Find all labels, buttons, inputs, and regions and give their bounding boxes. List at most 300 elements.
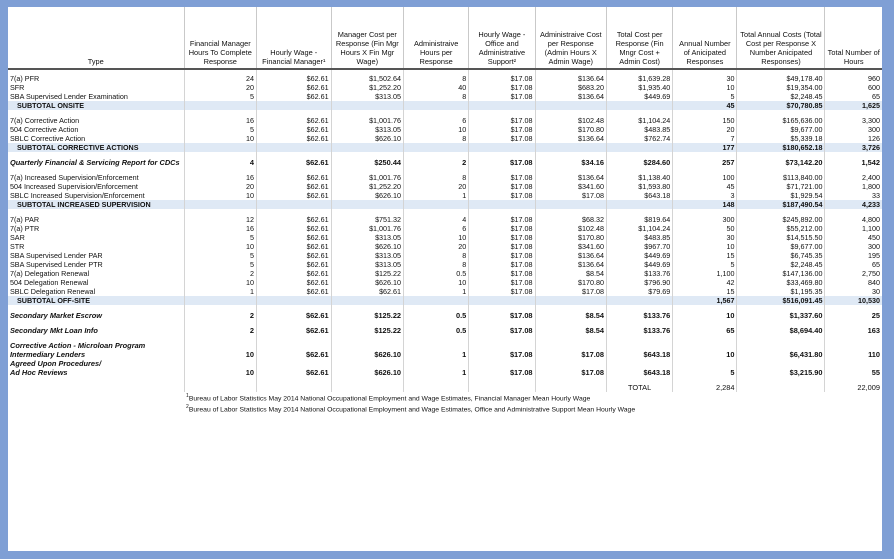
table-row [8, 242, 882, 251]
row-label-cell: Quarterly Financial & Servicing Report for CDCs [8, 158, 184, 167]
row-label-cell: SBLC Corrective Action [8, 134, 184, 143]
value-cell: 12 [184, 215, 256, 224]
value-cell [825, 359, 882, 368]
row-label-cell: Ad Hoc Reviews [8, 368, 184, 377]
value-cell: $8.54 [535, 326, 606, 335]
value-cell: $17.08 [469, 242, 535, 251]
value-cell [535, 101, 606, 110]
row-label-cell: SUBTOTAL CORRECTIVE ACTIONS [8, 143, 184, 152]
value-cell: 300 [673, 215, 737, 224]
value-cell: $1,252.20 [331, 83, 403, 92]
table-body [8, 69, 882, 392]
table-row [8, 173, 882, 182]
value-cell: $8,694.40 [737, 326, 825, 335]
value-cell: 2 [184, 326, 256, 335]
value-cell: 8 [404, 260, 469, 269]
subtotal-row [8, 143, 882, 152]
value-cell: 10 [184, 191, 256, 200]
value-cell: 177 [673, 143, 737, 152]
value-cell [825, 341, 882, 350]
value-cell [469, 101, 535, 110]
col-header-admin-wage: Hourly Wage - Office and Administrative Support² [469, 7, 535, 69]
value-cell [535, 143, 606, 152]
value-cell: 16 [184, 173, 256, 182]
row-label-cell: SUBTOTAL INCREASED SUPERVISION [8, 200, 184, 209]
value-cell: $113,840.00 [737, 173, 825, 182]
value-cell: $136.64 [535, 74, 606, 83]
value-cell: $62.61 [331, 287, 403, 296]
value-cell: 22,009 [857, 383, 880, 392]
table-row [8, 311, 882, 320]
value-cell: 42 [673, 278, 737, 287]
value-cell: $62.61 [257, 311, 332, 320]
value-cell: 1,542 [861, 158, 880, 167]
col-header-total-annual-costs: Total Annual Costs (Total Cost per Response X Number Anicipated Responses) [737, 7, 825, 69]
row-label-cell: SAR [8, 233, 184, 242]
value-cell: 4,800 [862, 215, 880, 224]
value-cell: $762.74 [606, 134, 672, 143]
value-cell [331, 143, 403, 152]
value-cell: 3 [673, 191, 737, 200]
value-cell: $125.22 [331, 326, 403, 335]
value-cell: 148 [673, 200, 737, 209]
value-cell [184, 143, 256, 152]
value-cell: $1,502.64 [331, 74, 403, 83]
value-cell: 126 [868, 134, 880, 143]
value-cell: $1,195.35 [737, 287, 825, 296]
value-cell: TOTAL [606, 383, 672, 392]
value-cell: 10 [184, 134, 256, 143]
value-cell: $62.61 [257, 326, 332, 335]
table-row [8, 350, 882, 359]
value-cell [257, 359, 332, 368]
value-cell: $643.18 [606, 191, 672, 200]
value-cell: $17.08 [469, 191, 535, 200]
value-cell: 20 [404, 182, 469, 191]
row-label-cell: SBA Supervised Lender PTR [8, 260, 184, 269]
value-cell: 10 [673, 311, 737, 320]
value-cell: $170.80 [535, 125, 606, 134]
value-cell: 600 [868, 83, 880, 92]
value-cell: $449.69 [606, 251, 672, 260]
value-cell: 20 [404, 242, 469, 251]
value-cell: 8 [404, 173, 469, 182]
value-cell: 15 [673, 251, 737, 260]
value-cell: $62.61 [257, 269, 332, 278]
row-label-cell: 7(a) Delegation Renewal [8, 269, 184, 278]
value-cell: $19,354.00 [737, 83, 825, 92]
value-cell: 163 [867, 326, 880, 335]
row-label-cell: SBLC Delegation Renewal [8, 287, 184, 296]
value-cell: $9,677.00 [737, 125, 825, 134]
value-cell: 0.5 [404, 326, 469, 335]
value-cell: 110 [868, 350, 880, 359]
row-label-cell: Secondary Market Escrow [8, 311, 184, 320]
value-cell: 16 [184, 116, 256, 125]
value-cell: $62.61 [257, 368, 332, 377]
value-cell [184, 359, 256, 368]
value-cell: $136.64 [535, 134, 606, 143]
table-row [8, 134, 882, 143]
value-cell: $62.61 [257, 278, 332, 287]
value-cell: $62.61 [257, 182, 332, 191]
value-cell: 195 [868, 251, 880, 260]
value-cell: $796.90 [606, 278, 672, 287]
value-cell [469, 359, 535, 368]
value-cell: $6,745.35 [737, 251, 825, 260]
value-cell: 4 [404, 215, 469, 224]
value-cell [469, 341, 535, 350]
value-cell: $1,001.76 [331, 224, 403, 233]
table-row [8, 92, 882, 101]
value-cell: $62.61 [257, 116, 332, 125]
value-cell: 6 [404, 224, 469, 233]
row-label-cell: 504 Delegation Renewal [8, 278, 184, 287]
value-cell: $125.22 [331, 269, 403, 278]
value-cell: 20 [184, 83, 256, 92]
value-cell: $626.10 [331, 191, 403, 200]
value-cell: $284.60 [606, 158, 672, 167]
value-cell [257, 101, 332, 110]
value-cell: 450 [868, 233, 880, 242]
value-cell: 65 [673, 326, 737, 335]
value-cell: 10 [673, 242, 737, 251]
value-cell: $102.48 [535, 116, 606, 125]
value-cell: $170.80 [535, 278, 606, 287]
header-row [8, 7, 882, 69]
value-cell: 2 [184, 269, 256, 278]
row-label-cell: 504 Corrective Action [8, 125, 184, 134]
value-cell: $626.10 [331, 242, 403, 251]
value-cell: $313.05 [331, 233, 403, 242]
table-row [8, 359, 882, 368]
table-row [8, 191, 882, 200]
value-cell: 55 [871, 368, 880, 377]
value-cell: 6 [404, 116, 469, 125]
value-cell: $313.05 [331, 251, 403, 260]
table-row [8, 182, 882, 191]
value-cell: $136.64 [535, 173, 606, 182]
value-cell: $1,001.76 [331, 116, 403, 125]
value-cell: $170.80 [535, 233, 606, 242]
value-cell: $17.08 [469, 215, 535, 224]
value-cell: $3,215.90 [737, 368, 825, 377]
col-header-fin-mgr-wage: Hourly Wage - Financial Manager¹ [257, 7, 332, 69]
value-cell: 100 [673, 173, 737, 182]
col-header-mgr-cost: Manager Cost per Response (Fin Mgr Hours X Fin Mgr Wage) [331, 7, 403, 69]
value-cell: $1,929.54 [737, 191, 825, 200]
value-cell: $62.61 [257, 260, 332, 269]
value-cell: 30 [673, 233, 737, 242]
value-cell: $180,652.18 [737, 143, 825, 152]
value-cell: $49,178.40 [737, 74, 825, 83]
value-cell [404, 143, 469, 152]
value-cell: $17.08 [469, 158, 535, 167]
value-cell [737, 341, 825, 350]
value-cell: $125.22 [331, 311, 403, 320]
value-cell: $62.61 [257, 92, 332, 101]
table-row [8, 233, 882, 242]
value-cell: 8 [404, 92, 469, 101]
value-cell: $17.08 [469, 224, 535, 233]
value-cell: 1 [404, 368, 469, 377]
row-label-cell: SBLC Increased Supervision/Enforcement [8, 191, 184, 200]
value-cell: 5 [673, 260, 737, 269]
value-cell: $147,136.00 [737, 269, 825, 278]
value-cell: 10 [404, 125, 469, 134]
row-label-cell: SBA Supervised Lender Examination [8, 92, 184, 101]
value-cell: $62.61 [257, 74, 332, 83]
value-cell: 1 [404, 191, 469, 200]
value-cell [331, 101, 403, 110]
value-cell: $62.61 [257, 251, 332, 260]
value-cell: $1,252.20 [331, 182, 403, 191]
value-cell: $68.32 [535, 215, 606, 224]
value-cell: $483.85 [606, 125, 672, 134]
value-cell: 65 [872, 92, 880, 101]
value-cell [469, 383, 535, 392]
value-cell: $967.70 [606, 242, 672, 251]
value-cell [184, 101, 256, 110]
value-cell: 5 [184, 125, 256, 134]
value-cell: $9,677.00 [737, 242, 825, 251]
value-cell: $17.08 [469, 368, 535, 377]
value-cell: $17.08 [469, 74, 535, 83]
row-label-cell: 7(a) PAR [8, 215, 184, 224]
row-label-cell: 7(a) Increased Supervision/Enforcement [8, 173, 184, 182]
value-cell [469, 143, 535, 152]
value-cell: 45 [673, 182, 737, 191]
table-row [8, 260, 882, 269]
table-row [8, 269, 882, 278]
value-cell [535, 359, 606, 368]
value-cell: 10 [184, 242, 256, 251]
value-cell [606, 143, 672, 152]
table-row [8, 341, 882, 350]
value-cell [404, 341, 469, 350]
col-header-admin-cost: Administraive Cost per Response (Admin Hours X Admin Wage) [535, 7, 606, 69]
total-row [8, 383, 882, 392]
value-cell: 30 [872, 287, 880, 296]
value-cell: 10 [673, 350, 737, 359]
row-label-cell [8, 383, 184, 392]
value-cell: $2,248.45 [737, 92, 825, 101]
burden-cost-table [8, 7, 882, 415]
value-cell: 1 [184, 287, 256, 296]
value-cell: 300 [868, 242, 880, 251]
value-cell: $17.08 [469, 92, 535, 101]
row-label-cell: 504 Increased Supervision/Enforcement [8, 182, 184, 191]
value-cell: 10 [184, 350, 256, 359]
value-cell: $626.10 [331, 350, 403, 359]
value-cell [469, 200, 535, 209]
value-cell: $17.08 [469, 83, 535, 92]
row-label-cell: Corrective Action - Microloan Program [8, 341, 184, 350]
value-cell: $1,001.76 [331, 173, 403, 182]
footnote-1: Bureau of Labor Statistics May 2014 National Occupational Employment and Wage Estimates, Financial Manager Mean Hourly Wage [188, 395, 591, 403]
value-cell: 30 [673, 74, 737, 83]
value-cell: $73,142.20 [737, 158, 825, 167]
col-header-fin-mgr-hours: Financial Manager Hours To Complete Response [184, 7, 256, 69]
value-cell: 150 [673, 116, 737, 125]
footnote-2: Bureau of Labor Statistics May 2014 National Occupational Employment and Wage Estimates, Office and Administrative Support Mean Hourly Wage [188, 406, 636, 414]
value-cell: $133.76 [606, 269, 672, 278]
value-cell: $71,721.00 [737, 182, 825, 191]
value-cell: 1 [404, 350, 469, 359]
value-cell: $55,212.00 [737, 224, 825, 233]
value-cell [257, 200, 332, 209]
value-cell: $5,339.18 [737, 134, 825, 143]
value-cell [673, 341, 737, 350]
table-row [8, 83, 882, 92]
row-label-cell: Intermediary Lenders [8, 350, 184, 359]
value-cell: $1,935.40 [606, 83, 672, 92]
value-cell: 40 [404, 83, 469, 92]
value-cell: 5 [184, 92, 256, 101]
value-cell [331, 200, 403, 209]
table-row [8, 215, 882, 224]
value-cell: $62.61 [257, 224, 332, 233]
value-cell [404, 359, 469, 368]
value-cell [184, 200, 256, 209]
value-cell: $133.76 [606, 326, 672, 335]
value-cell: 8 [404, 134, 469, 143]
table-footnotes [8, 392, 882, 415]
subtotal-row [8, 296, 882, 305]
value-cell: $62.61 [257, 191, 332, 200]
col-header-type: Type [8, 7, 184, 69]
value-cell: $17.08 [535, 368, 606, 377]
value-cell [257, 341, 332, 350]
value-cell: $133.76 [606, 311, 672, 320]
value-cell: 10 [404, 233, 469, 242]
col-header-admin-hours: Administraive Hours per Response [404, 7, 469, 69]
value-cell [606, 359, 672, 368]
value-cell: $70,780.85 [737, 101, 825, 110]
value-cell: 5 [673, 92, 737, 101]
value-cell: $102.48 [535, 224, 606, 233]
value-cell [331, 296, 403, 305]
value-cell: $62.61 [257, 215, 332, 224]
value-cell: 0.5 [404, 311, 469, 320]
value-cell: $34.16 [535, 158, 606, 167]
value-cell: 5 [184, 260, 256, 269]
value-cell: $626.10 [331, 134, 403, 143]
value-cell: $17.08 [469, 278, 535, 287]
col-header-annual-responses: Annual Number of Anicipated Responses [673, 7, 737, 69]
value-cell: 257 [673, 158, 737, 167]
value-cell [257, 143, 332, 152]
value-cell: 2 [404, 158, 469, 167]
value-cell: $8.54 [535, 269, 606, 278]
value-cell [184, 341, 256, 350]
value-cell: 4,233 [825, 200, 882, 209]
value-cell: $17.08 [469, 125, 535, 134]
value-cell: $136.64 [535, 260, 606, 269]
value-cell: 45 [673, 101, 737, 110]
value-cell: $62.61 [257, 287, 332, 296]
value-cell: $6,431.80 [737, 350, 825, 359]
value-cell: $449.69 [606, 260, 672, 269]
value-cell: 3,300 [862, 116, 880, 125]
row-label-cell: SFR [8, 83, 184, 92]
value-cell: 0.5 [404, 269, 469, 278]
table-row [8, 278, 882, 287]
value-cell: $136.64 [535, 251, 606, 260]
value-cell: $1,593.80 [606, 182, 672, 191]
value-cell: $17.08 [469, 173, 535, 182]
value-cell [535, 383, 606, 392]
cost-table-frame [8, 7, 882, 551]
row-label-cell: 7(a) PTR [8, 224, 184, 233]
value-cell: $62.61 [257, 158, 332, 167]
value-cell: 10,530 [825, 296, 882, 305]
value-cell [606, 101, 672, 110]
col-header-total-cost: Total Cost per Response (Fin Mngr Cost + Admin Cost) [606, 7, 672, 69]
table-row [8, 74, 882, 83]
value-cell: 10 [184, 368, 256, 377]
value-cell: $341.60 [535, 182, 606, 191]
value-cell: $62.61 [257, 83, 332, 92]
value-cell: $62.61 [257, 134, 332, 143]
value-cell: $313.05 [331, 92, 403, 101]
footnote-row: $^2$Bureau of Labor Statistics May 2014 National Occupational Employment and Wage Estimates, Office and Administrative Support Mean Hourly Wage [186, 404, 636, 414]
value-cell [331, 341, 403, 350]
value-cell: $33,469.80 [737, 278, 825, 287]
value-cell: 7 [673, 134, 737, 143]
value-cell: 2,400 [862, 173, 880, 182]
table-row [8, 116, 882, 125]
value-cell: $483.85 [606, 233, 672, 242]
value-cell: 5 [184, 233, 256, 242]
value-cell: 1 [404, 287, 469, 296]
value-cell: 15 [673, 287, 737, 296]
row-label-cell: SBA Supervised Lender PAR [8, 251, 184, 260]
value-cell: 960 [868, 74, 880, 83]
value-cell [404, 101, 469, 110]
value-cell: $1,104.24 [606, 116, 672, 125]
table-row [8, 368, 882, 377]
value-cell [535, 296, 606, 305]
subtotal-row [8, 101, 882, 110]
value-cell: 20 [673, 125, 737, 134]
value-cell: 8 [404, 251, 469, 260]
value-cell: 840 [868, 278, 880, 287]
value-cell: $250.44 [331, 158, 403, 167]
value-cell: 10 [404, 278, 469, 287]
value-cell [469, 296, 535, 305]
value-cell: $1,138.40 [606, 173, 672, 182]
value-cell [184, 296, 256, 305]
value-cell: $17.08 [535, 191, 606, 200]
value-cell: $643.18 [606, 368, 672, 377]
value-cell: 5 [673, 368, 737, 377]
value-cell [606, 341, 672, 350]
value-cell [404, 200, 469, 209]
value-cell: $1,337.60 [737, 311, 825, 320]
value-cell [535, 200, 606, 209]
value-cell: $1,104.24 [606, 224, 672, 233]
value-cell: $17.08 [535, 287, 606, 296]
footnote-row: $^1$Bureau of Labor Statistics May 2014 National Occupational Employment and Wage Estimates, Financial Manager Mean Hourly Wage [186, 393, 591, 403]
subtotal-row [8, 200, 882, 209]
value-cell: 300 [868, 125, 880, 134]
value-cell [331, 359, 403, 368]
value-cell: 10 [184, 278, 256, 287]
value-cell: $626.10 [331, 278, 403, 287]
col-header-total-hours: Total Number of Hours [825, 7, 882, 69]
value-cell: $62.61 [257, 233, 332, 242]
